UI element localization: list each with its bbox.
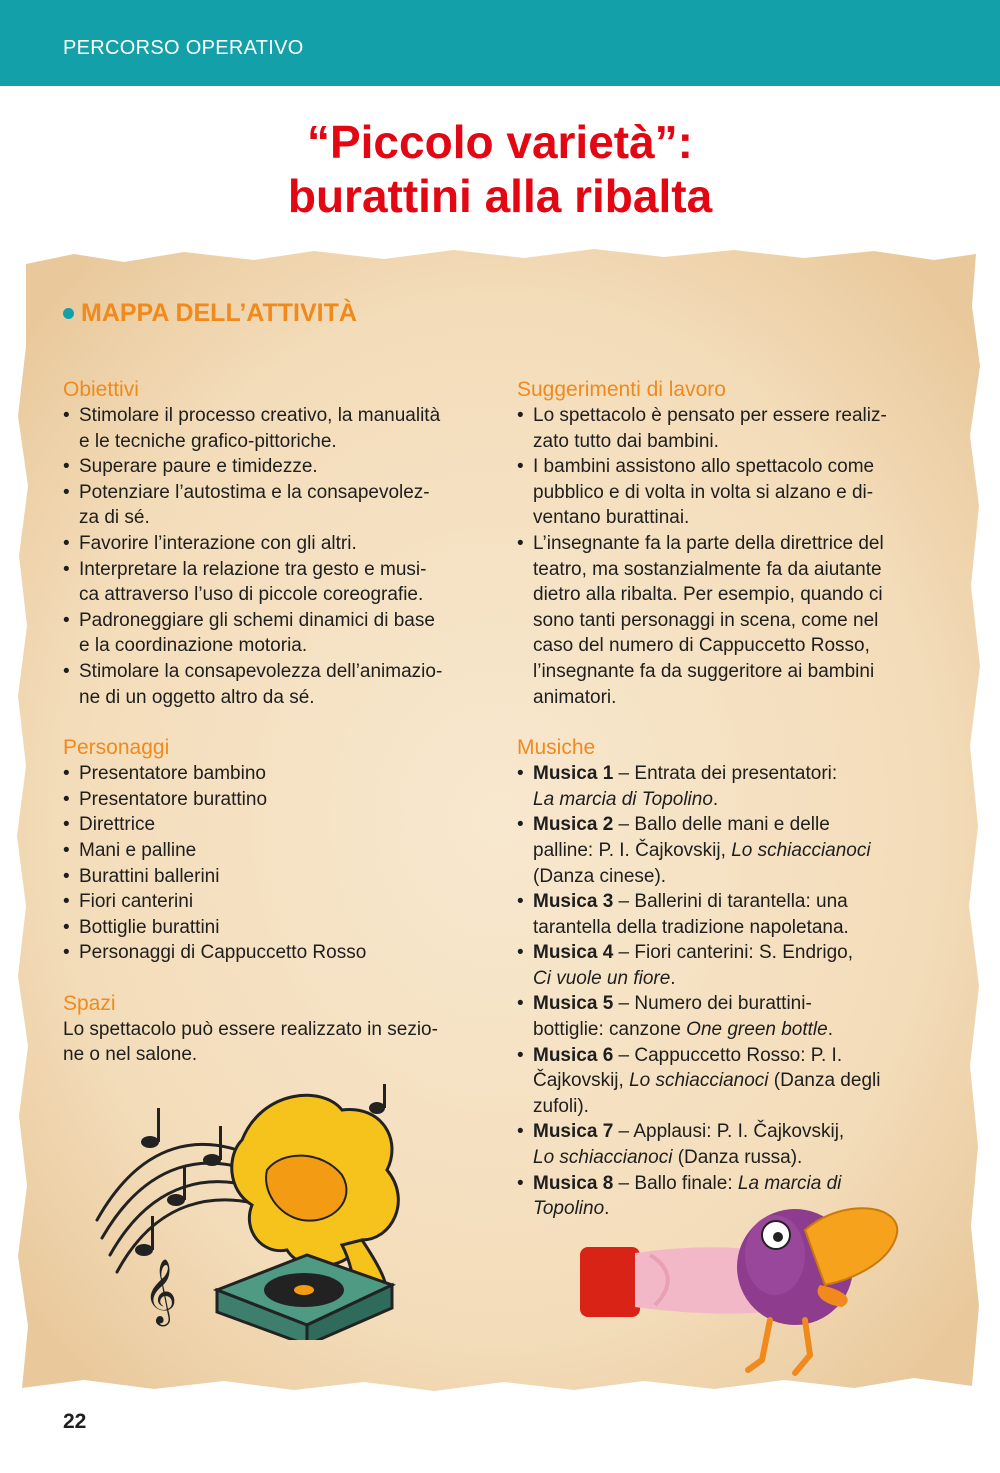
list-item: • Musica 8 – Ballo finale: La marcia di Topolino. — [517, 1171, 937, 1222]
list-item: • Lo spettacolo è pensato per essere realiz- zato tutto dai bambini. — [517, 403, 937, 454]
list-item: • Favorire l’interazione con gli altri. — [63, 531, 483, 557]
spazi-text: Lo spettacolo può essere realizzato in sezio- ne o nel salone. — [63, 1018, 438, 1066]
teal-bullet-icon — [63, 308, 74, 319]
section-title-spazi: Spazi — [63, 991, 116, 1015]
list-item: • Stimolare la consapevolezza dell’animazio- ne di un oggetto altro da sé. — [63, 659, 483, 710]
header-bar — [0, 0, 1000, 86]
musiche-list — [517, 761, 937, 1222]
activity-map-heading — [63, 299, 357, 328]
page-title-line-2: burattini alla ribalta — [287, 170, 713, 222]
list-item: • Musica 4 – Fiori canterini: S. Endrigo, Ci vuole un fiore. — [517, 940, 937, 991]
gramophone-illustration — [92, 1080, 422, 1340]
bird-hand-puppet-illustration — [580, 1195, 910, 1390]
list-item: • L’insegnante fa la parte della direttrice del teatro, ma sostanzialmente fa da aiutante dietro alla ribalta. Per esempio, quando ci sono tanti personaggi in scena, come nel caso del numero di Cappuccetto Rosso, l’insegnante fa da suggeritore ai bambini animatori. — [517, 531, 937, 710]
list-item: • Musica 2 – Ballo delle mani e delle palline: P. I. Čajkovskij, Lo schiaccianoci (Danza cinese). — [517, 812, 937, 889]
svg-text:𝄞: 𝄞 — [144, 1259, 178, 1324]
list-item: • I bambini assistono allo spettacolo come pubblico e di volta in volta si alzano e di- ventano burattinai. — [517, 454, 937, 531]
list-item: • Fiori canterini — [63, 889, 483, 915]
list-item: • Burattini ballerini — [63, 864, 483, 890]
page-number: 22 — [63, 1410, 87, 1433]
list-item: • Bottiglie burattini — [63, 915, 483, 941]
personaggi-list — [63, 761, 483, 966]
page-title — [0, 115, 1000, 223]
right-column — [517, 377, 937, 1222]
list-item: • Stimolare il processo creativo, la manualità e le tecniche grafico-pittoriche. — [63, 403, 483, 454]
list-item: • Musica 7 – Applausi: P. I. Čajkovskij, Lo schiaccianoci (Danza russa). — [517, 1119, 937, 1170]
list-item: • Musica 3 – Ballerini di tarantella: una tarantella della tradizione napoletana. — [517, 889, 937, 940]
list-item: • Mani e palline — [63, 838, 483, 864]
section-title-personaggi: Personaggi — [63, 736, 170, 760]
page-title-line-1: “Piccolo varietà”: — [306, 116, 694, 168]
list-item: • Presentatore burattino — [63, 787, 483, 813]
list-item: • Musica 5 – Numero dei burattini- bottiglie: canzone One green bottle. — [517, 991, 937, 1042]
list-item: • Potenziare l’autostima e la consapevolez- za di sé. — [63, 480, 483, 531]
list-item: • Musica 1 – Entrata dei presentatori: La marcia di Topolino. — [517, 761, 937, 812]
list-item: • Musica 6 – Cappuccetto Rosso: P. I. Čajkovskij, Lo schiaccianoci (Danza degli zufoli). — [517, 1043, 937, 1120]
obiettivi-list — [63, 403, 483, 710]
left-column — [63, 377, 483, 1068]
suggerimenti-list — [517, 403, 937, 710]
section-label: PERCORSO OPERATIVO — [63, 37, 304, 59]
list-item: • Superare paure e timidezze. — [63, 454, 483, 480]
section-title-musiche: Musiche — [517, 736, 596, 760]
list-item: • Direttrice — [63, 812, 483, 838]
section-title-obiettivi: Obiettivi — [63, 378, 139, 401]
activity-map-heading-text: MAPPA DELL’ATTIVITÀ — [81, 299, 357, 327]
section-title-suggerimenti: Suggerimenti di lavoro — [517, 378, 726, 401]
list-item: • Presentatore bambino — [63, 761, 483, 787]
list-item: • Padroneggiare gli schemi dinamici di base e la coordinazione motoria. — [63, 608, 483, 659]
list-item: • Personaggi di Cappuccetto Rosso — [63, 940, 483, 966]
list-item: • Interpretare la relazione tra gesto e musi- ca attraverso l’uso di piccole coreografie. — [63, 557, 483, 608]
